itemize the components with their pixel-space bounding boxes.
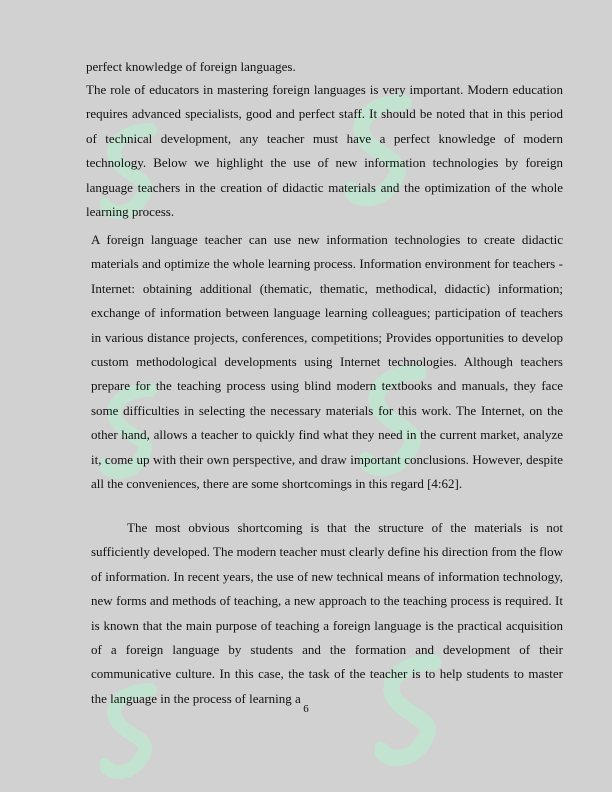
paragraph-educators-role: The role of educators in mastering foreign languages is very important. Modern education requires advanced specialists, good and perfect staff. It should be noted that in this period of technical development, any teacher must have a perfect knowledge of modern technology. Below we highlight the use of new information technologies by foreign language teachers in the creation of didactic materials and the optimization of the whole learning process. — [86, 82, 563, 220]
paragraph-information-technologies: A foreign language teacher can use new information technologies to create didactic materials and optimize the whole learning process. Information environment for teachers - Internet: obtaining additional (thematic, thematic, methodical, didactic) information; exchange of information between language learning colleagues; participation of teachers in various distance projects, conferences, competitions; Provides opportunities to develop custom methodological developments using Internet technologies. Although teachers prepare for the teaching process using blind modern textbooks and manuals, they face some difficulties in selecting the necessary materials for this work. The Internet, on the other hand, allows a teacher to quickly find what they need in the current market, analyze it, come up with their own perspective, and draw important conclusions. However, despite all the conveniences, there are some shortcomings in this regard [4:62]. — [91, 232, 563, 492]
page-number: 6 — [303, 703, 309, 715]
continued-sentence: perfect knowledge of foreign languages. — [86, 59, 296, 74]
paragraph-shortcomings: The most obvious shortcoming is that the structure of the materials is not sufficiently developed. The modern teacher must clearly define his direction from the flow of information. In recent years, the use of new technical means of information technology, new forms and methods of teaching, a new approach to the teaching process is required. It is known that the main purpose of teaching a foreign language is the practical acquisition of a foreign language by students and the formation and development of their communicative culture. In this case, the task of the teacher is to help students to master the language in the process of learning a — [91, 520, 563, 706]
